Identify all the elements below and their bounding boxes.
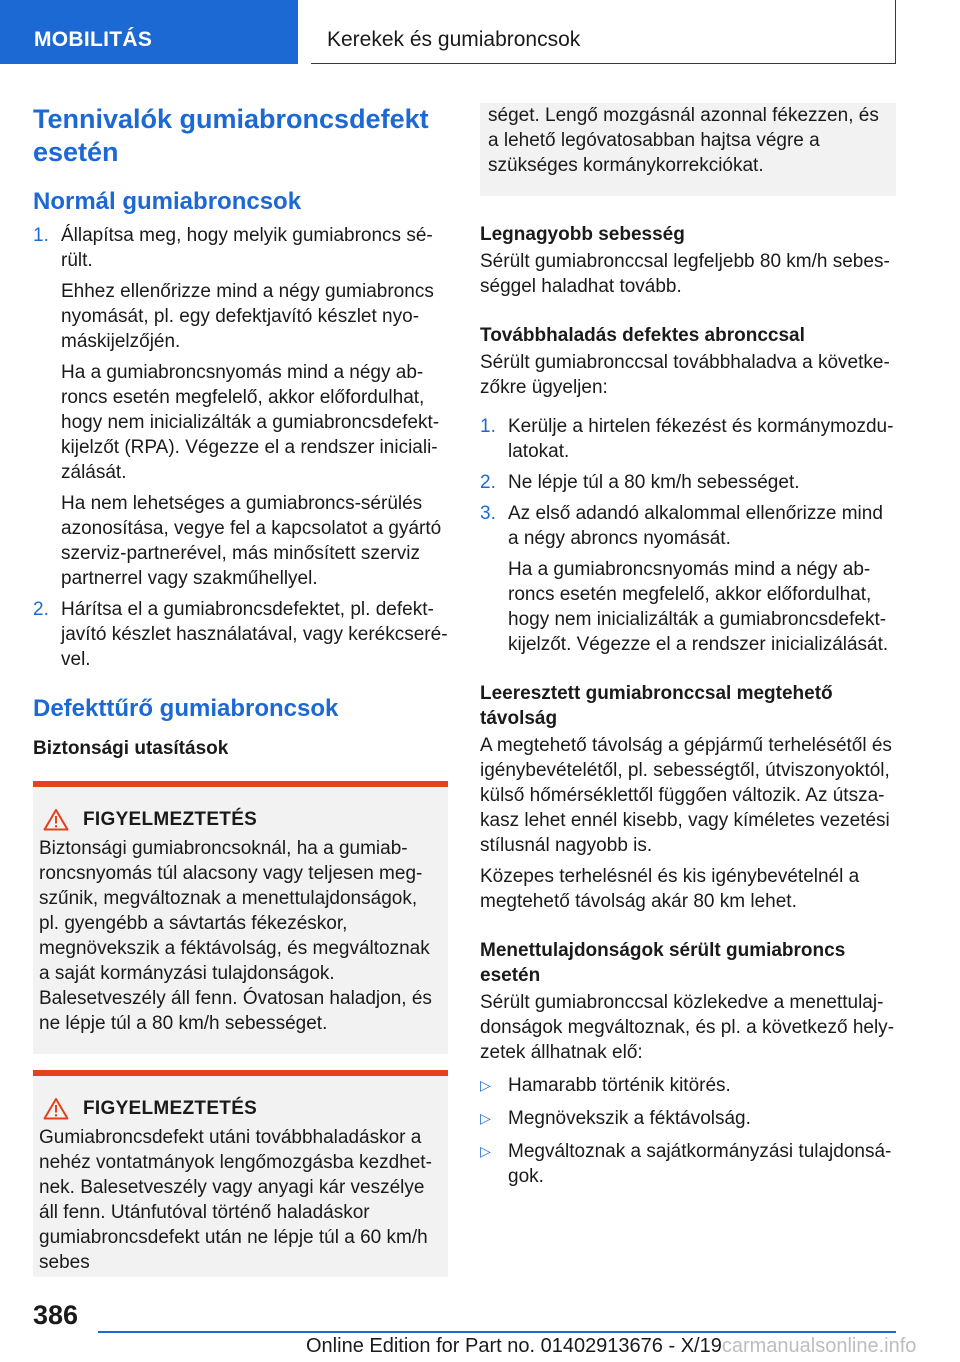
list-item xyxy=(480,1139,896,1189)
warning-text: Biztonsági gumiabroncsoknál, ha a gumiabroncsnyomás túl alacsony vagy teljesen megszűnik, megváltoznak a menettulajdonságok, pl. gyengébb a sávtartás fékezéskor, megnövekszik a féktávolság, és megváltoznak a saját kormányzási tulajdonságok. Balesetveszély áll fenn. Óvatosan haladjon, és ne lépje túl a 80 km/h sebességet. xyxy=(39,838,432,1034)
list-number: 2. xyxy=(33,599,49,620)
handling-heading: Menettulajdonságok sérült gumiabroncs esetén xyxy=(480,940,846,986)
warning-triangle-icon xyxy=(39,1097,73,1120)
warning-text: séget. Lengő mozgásnál azonnal fékezzen, és a lehető legóvatosabban hajtsa végre a szükséges kormánykorrekciókat. xyxy=(488,105,879,176)
runflat-heading: Defekttűrő gumiabroncsok xyxy=(33,695,339,722)
warning-triangle-icon xyxy=(39,808,73,831)
list-number: 1. xyxy=(480,416,496,437)
warning-box xyxy=(33,1070,448,1277)
list-text: Az első adandó alkalommal ellenőrizze mind a négy abroncs nyomását. xyxy=(508,503,883,549)
section-tab xyxy=(0,0,298,64)
max-speed-heading: Legnagyobb sebesség xyxy=(480,224,685,245)
list-text: Ha a gumiabroncsnyomás mind a négy abroncs esetén megfelelő, akkor előfordulhat, hogy nem inicializálták a gumiabroncsdefektkijelzőt. Végezze el a rendszer inicializálását. xyxy=(508,559,889,655)
list-text: Ha a gumiabroncsnyomás mind a négy abroncs esetén megfelelő, akkor előfordulhat, hogy nem inicializálták a gumiabroncsdefektkijelzőt (RPA). Végezze el a rendszer inicializálását. xyxy=(61,362,440,483)
list-item xyxy=(480,470,896,495)
distance-text: A megtehető távolság a gépjármű terhelésétől és igénybevételétől, pl. sebességtől, útviszonyoktól, külső hőmérséklettől függően változik. Az útszakasz lehet ennél kisebb, vagy kíméletes vezetési stílusnál nagyobb is. xyxy=(480,735,892,856)
list-text: Hárítsa el a gumiabroncsdefektet, pl. defektjavító készlet használatával, vagy kerékcserével. xyxy=(61,599,448,670)
list-item xyxy=(480,501,896,657)
section-title: MOBILITÁS xyxy=(34,28,153,51)
chapter-title: Kerekek és gumiabroncsok xyxy=(327,28,581,51)
page-number: 386 xyxy=(33,1300,79,1330)
list-text: Megnövekszik a féktávolság. xyxy=(508,1108,751,1129)
warning-text: Gumiabroncsdefekt utáni továbbhaladáskor a nehéz vontatmányok lengőmozgásba kezdhetnek. Balesetveszély vagy anyagi kár veszélye áll fenn. Utánfutóval történő haladáskor gumiabroncsdefekt után ne lépje túl a 60 km/h sebes xyxy=(39,1127,432,1273)
edition-text: Online Edition for Part no. 01402913676 - X/19 xyxy=(306,1335,722,1357)
list-item xyxy=(480,1073,896,1098)
max-speed-text: Sérült gumiabronccsal legfeljebb 80 km/h sebességgel haladhat tovább. xyxy=(480,251,890,297)
handling-text: Sérült gumiabronccsal közlekedve a menettulajdonságok megváltoznak, és pl. a következő helyzetek állhatnak elő: xyxy=(480,992,895,1063)
distance-heading: Leeresztett gumiabronccsal megtehető távolság xyxy=(480,683,833,729)
list-text: Kerülje a hirtelen fékezést és kormánymozdulatokat. xyxy=(508,416,894,462)
list-item xyxy=(33,597,448,672)
safety-heading: Biztonsági utasítások xyxy=(33,738,229,759)
list-item xyxy=(33,223,448,591)
continue-heading: Továbbhaladás defektes abronccsal xyxy=(480,325,805,346)
list-item xyxy=(480,414,896,464)
warning-box xyxy=(33,781,448,1054)
list-text: Ha nem lehetséges a gumiabroncs-sérülés azonosítása, vegye fel a kapcsolatot a gyártó szerviz-partnerével, más minősített szerviz partnerrel vagy szakműhellyel. xyxy=(61,493,442,589)
page-title: Tennivalók gumiabroncsdefekt esetén xyxy=(33,104,429,167)
list-text: Állapítsa meg, hogy melyik gumiabroncs sérült. xyxy=(61,225,433,271)
footer-edition xyxy=(306,1335,916,1358)
list-number: 3. xyxy=(480,503,496,524)
right-column xyxy=(480,103,896,1189)
watermark-text[interactable]: carmanualsonline.info xyxy=(721,1335,917,1357)
triangle-right-icon: ▷ xyxy=(480,1143,491,1159)
warning-title: FIGYELMEZTETÉS xyxy=(83,1098,258,1119)
list-text: Hamarabb történik kitörés. xyxy=(508,1075,731,1096)
left-column xyxy=(33,103,448,1277)
continue-text: Sérült gumiabronccsal továbbhaladva a következőkre ügyeljen: xyxy=(480,352,890,398)
list-number: 1. xyxy=(33,225,49,246)
triangle-right-icon: ▷ xyxy=(480,1077,491,1093)
warning-title: FIGYELMEZTETÉS xyxy=(83,809,258,830)
triangle-right-icon: ▷ xyxy=(480,1110,491,1126)
list-text: Ne lépje túl a 80 km/h sebességet. xyxy=(508,472,800,493)
list-text: Ehhez ellenőrizze mind a négy gumiabroncs nyomását, pl. egy defektjavító készlet nyomáskijelzőjén. xyxy=(61,281,434,352)
warning-continuation xyxy=(480,103,896,196)
footer-divider xyxy=(98,1331,896,1333)
list-item xyxy=(480,1106,896,1131)
normal-tires-heading: Normál gumiabroncsok xyxy=(33,188,302,215)
distance-text: Közepes terhelésnél és kis igénybevételnél a megtehető távolság akár 80 km lehet. xyxy=(480,866,860,912)
list-number: 2. xyxy=(480,472,496,493)
list-text: Megváltoznak a sajátkormányzási tulajdonságok. xyxy=(508,1141,892,1187)
chapter-header xyxy=(311,0,896,64)
